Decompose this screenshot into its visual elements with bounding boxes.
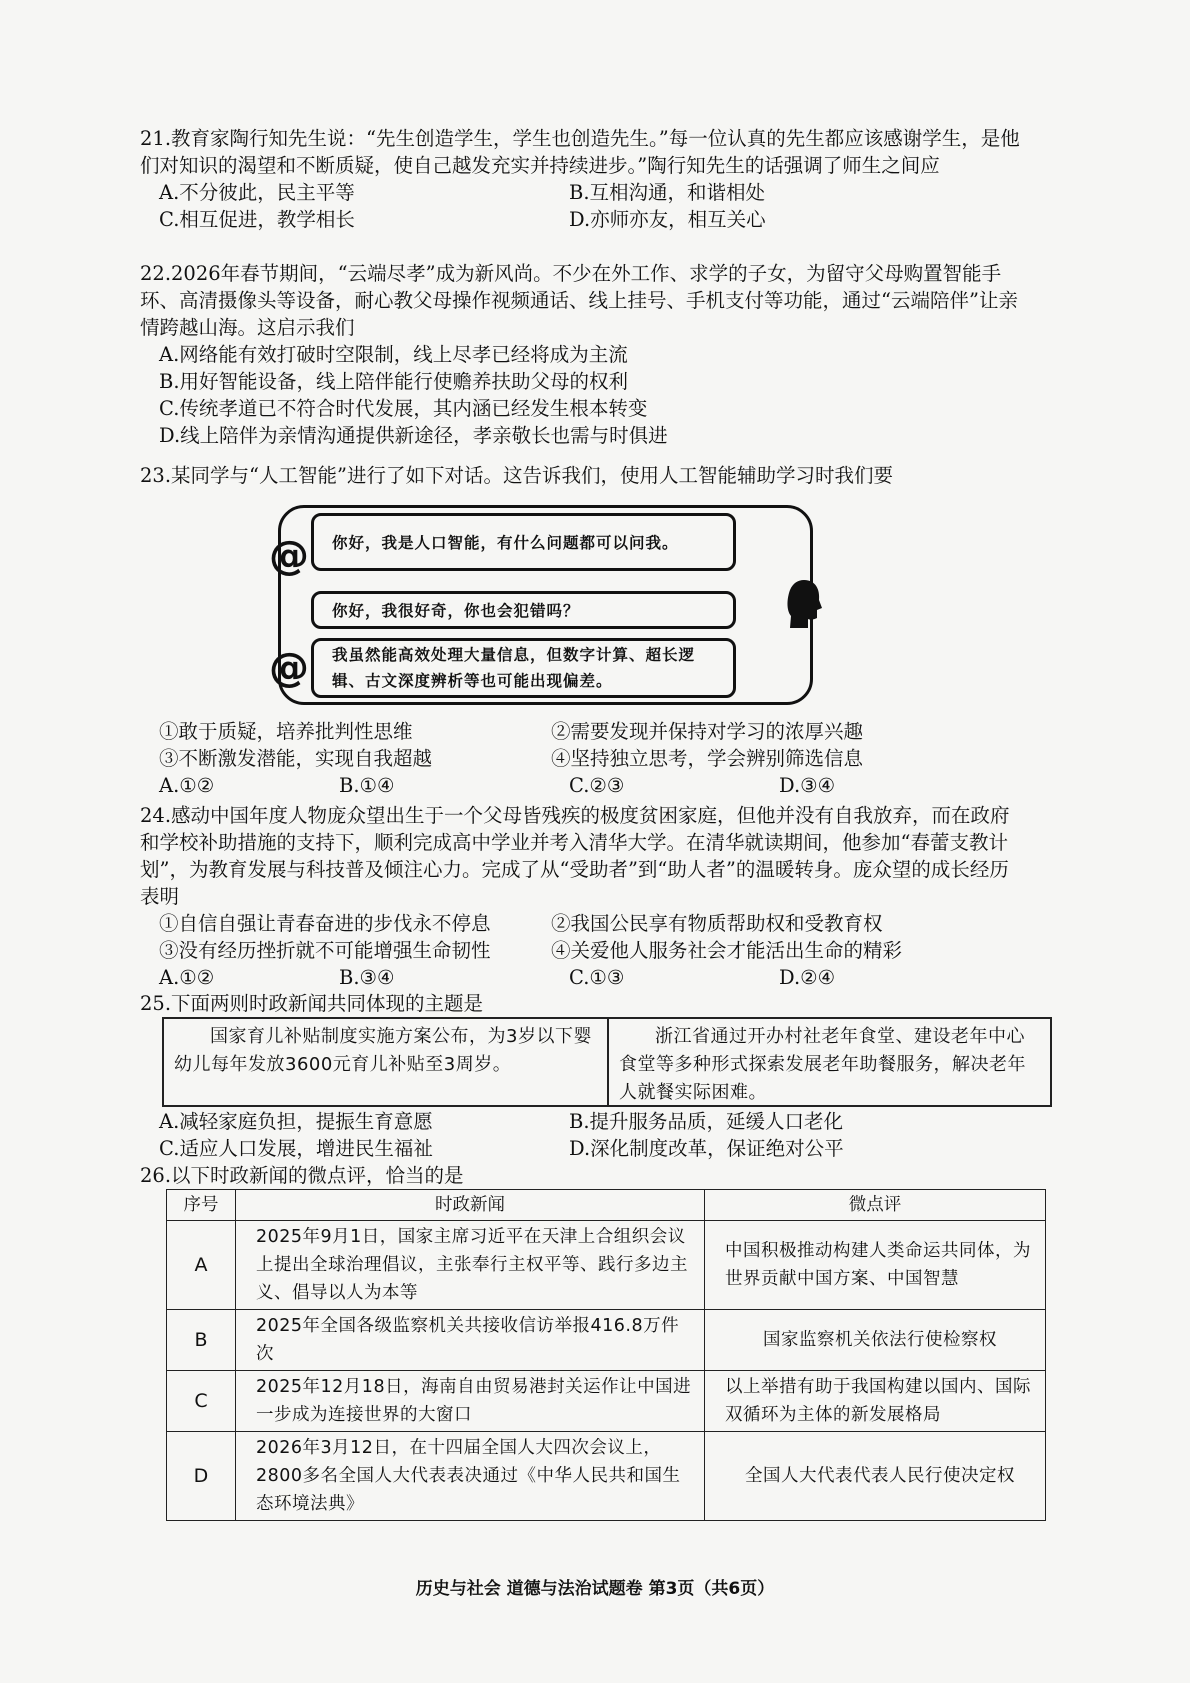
table-row — [167, 1310, 1046, 1371]
question-22-options — [159, 341, 1020, 449]
news-comment-table — [166, 1189, 1046, 1521]
at-icon: @ — [269, 645, 309, 691]
table-row — [167, 1221, 1046, 1310]
statement-3: ③没有经历挫折就不可能增强生命韧性 — [159, 939, 491, 962]
row-key: D — [167, 1432, 236, 1521]
header-news: 时政新闻 — [236, 1190, 705, 1221]
option-d: D.亦师亦友，相互关心 — [569, 208, 766, 231]
table-header-row — [167, 1190, 1046, 1221]
statement-1: ①自信自强让青春奋进的步伐永不停息 — [159, 912, 491, 935]
question-25-options-wrap — [140, 1108, 1020, 1162]
table-row — [167, 1371, 1046, 1432]
row-news: 2025年全国各级监察机关共接收信访举报416.8万件次 — [236, 1310, 705, 1371]
question-25-stem: 25.下面两则时政新闻共同体现的主题是 — [140, 992, 484, 1015]
question-26-stem: 26.以下时政新闻的微点评，恰当的是 — [140, 1164, 464, 1187]
row-key: C — [167, 1371, 236, 1432]
option-a: A.①② — [159, 774, 215, 797]
ai-message-2: 我虽然能高效处理大量信息，但数字计算、超长逻辑、古文深度辨析等也可能出现偏差。 — [311, 638, 736, 698]
question-24 — [140, 802, 1020, 991]
option-b: B.用好智能设备，线上陪伴能行使赡养扶助父母的权利 — [159, 370, 629, 393]
option-a: A.①② — [159, 966, 215, 989]
question-25-options — [159, 1108, 1020, 1162]
row-comment: 国家监察机关依法行使检察权 — [705, 1310, 1046, 1371]
table-row — [167, 1432, 1046, 1521]
question-24-options — [159, 964, 1020, 991]
row-comment: 以上举措有助于我国构建以国内、国际双循环为主体的新发展格局 — [705, 1371, 1046, 1432]
question-23-options — [159, 772, 1020, 799]
row-comment: 中国积极推动构建人类命运共同体，为世界贡献中国方案、中国智慧 — [705, 1221, 1046, 1310]
statement-4: ④关爱他人服务社会才能活出生命的精彩 — [551, 939, 903, 962]
at-icon: @ — [269, 533, 309, 579]
option-c: C.②③ — [569, 774, 625, 797]
news-left: 国家育儿补贴制度实施方案公布，为3岁以下婴幼儿每年发放3600元育儿补贴至3周岁。 — [174, 1026, 592, 1075]
ai-message-1: 你好，我是人口智能，有什么问题都可以问我。 — [311, 513, 736, 571]
question-23-stem: 23.某同学与“人工智能”进行了如下对话。这告诉我们，使用人工智能辅助学习时我们要 — [140, 464, 893, 487]
news-right: 浙江省通过开办村社老年食堂、建设老年中心食堂等多种形式探索发展老年助餐服务，解决老年人就餐实际困难。 — [607, 1019, 1050, 1105]
option-c: C.适应人口发展，增进民生福祉 — [159, 1137, 433, 1160]
question-25 — [140, 990, 1020, 1017]
option-a: A.网络能有效打破时空限制，线上尽孝已经将成为主流 — [159, 343, 628, 366]
row-key: A — [167, 1221, 236, 1310]
question-23 — [140, 462, 1020, 489]
statement-2: ②我国公民享有物质帮助权和受教育权 — [551, 912, 883, 935]
ai-chat-figure — [269, 505, 813, 705]
option-c: C.传统孝道已不符合时代发展，其内涵已经发生根本转变 — [159, 397, 648, 420]
question-21-stem: 21.教育家陶行知先生说：“先生创造学生，学生也创造先生。”每一位认真的先生都应该感谢学生，是他们对知识的渴望和不断质疑，使自己越发充实并持续进步。”陶行知先生的话强调了师生之间应 — [140, 127, 1020, 177]
person-head-icon — [786, 578, 822, 630]
page-footer: 历史与社会 道德与法治试题卷 第3页（共6页） — [415, 1579, 775, 1599]
header-index: 序号 — [167, 1190, 236, 1221]
row-news: 2025年12月18日，海南自由贸易港封关运作让中国进一步成为连接世界的大窗口 — [236, 1371, 705, 1432]
row-news: 2025年9月1日，国家主席习近平在天津上合组织会议上提出全球治理倡议，主张奉行主权平等、践行多边主义、倡导以人为本等 — [236, 1221, 705, 1310]
question-23-statements — [159, 718, 1020, 772]
header-comment: 微点评 — [705, 1190, 1046, 1221]
question-22 — [140, 260, 1020, 449]
option-d: D.深化制度改革，保证绝对公平 — [569, 1137, 844, 1160]
news-boxes — [162, 1017, 1052, 1107]
question-24-stem: 24.感动中国年度人物庞众望出生于一个父母皆残疾的极度贫困家庭，但他并没有自我放弃，而在政府和学校补助措施的支持下，顺利完成高中学业并考入清华大学。在清华就读期间，他参加“春蕾支教计划”，为教育发展与科技普及倾注心力。完成了从“受助者”到“助人者”的温暖转身。庞众望的成长经历表明 — [140, 804, 1010, 908]
statement-3: ③不断激发潜能，实现自我超越 — [159, 747, 433, 770]
question-21 — [140, 125, 1020, 233]
option-b: B.互相沟通，和谐相处 — [569, 181, 766, 204]
option-a: A.不分彼此，民主平等 — [159, 181, 355, 204]
row-news: 2026年3月12日，在十四届全国人大四次会议上，2800多名全国人大代表表决通过《中华人民共和国生态环境法典》 — [236, 1432, 705, 1521]
option-c: C.相互促进，教学相长 — [159, 208, 355, 231]
option-d: D.②④ — [779, 966, 836, 989]
option-c: C.①③ — [569, 966, 625, 989]
user-message: 你好，我很好奇，你也会犯错吗？ — [311, 591, 736, 629]
question-24-statements — [159, 910, 1020, 964]
option-d: D.线上陪伴为亲情沟通提供新途径，孝亲敬长也需与时俱进 — [159, 424, 668, 447]
option-b: B.①④ — [339, 774, 395, 797]
statement-2: ②需要发现并保持对学习的浓厚兴趣 — [551, 720, 864, 743]
question-26 — [140, 1162, 1020, 1189]
option-d: D.③④ — [779, 774, 836, 797]
question-23-body — [140, 718, 1020, 799]
question-21-options — [159, 179, 1020, 233]
option-a: A.减轻家庭负担，提振生育意愿 — [159, 1110, 433, 1133]
row-key: B — [167, 1310, 236, 1371]
option-b: B.提升服务品质，延缓人口老化 — [569, 1110, 844, 1133]
row-comment: 全国人大代表代表人民行使决定权 — [705, 1432, 1046, 1521]
question-22-stem: 22.2026年春节期间，“云端尽孝”成为新风尚。不少在外工作、求学的子女，为留守父母购置智能手环、高清摄像头等设备，耐心教父母操作视频通话、线上挂号、手机支付等功能，通过“云端陪伴”让亲情跨越山海。这启示我们 — [140, 262, 1018, 339]
option-b: B.③④ — [339, 966, 395, 989]
statement-1: ①敢于质疑，培养批判性思维 — [159, 720, 413, 743]
statement-4: ④坚持独立思考，学会辨别筛选信息 — [551, 747, 864, 770]
